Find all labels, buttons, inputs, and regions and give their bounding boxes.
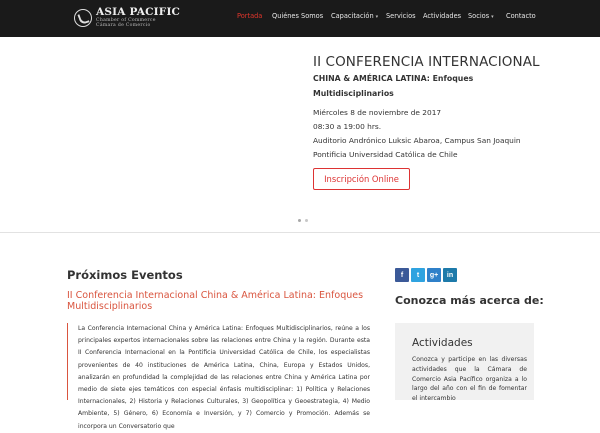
nav-item-contacto[interactable] [506,12,536,20]
upcoming-events-heading: Próximos Eventos [67,268,183,282]
hero-title: II CONFERENCIA INTERNACIONAL [313,54,540,70]
nav-label: Quiénes Somos [272,12,324,20]
nav-item-socios[interactable] [468,12,494,20]
facebook-icon[interactable]: f [395,268,409,282]
hero-slider [0,37,600,233]
slider-pagination [298,219,308,222]
chevron-down-icon: ▾ [375,14,379,20]
widget-body: Conozca y participe en las diversas actividades que la Cámara de Comercio Asia Pacífico organiza a lo largo del año con el fin de fomentar el intercambio [412,356,527,403]
activities-widget [395,323,534,403]
nav-item-portada[interactable] [237,12,262,20]
hero-time: 08:30 a 19:00 hrs. [313,122,382,131]
nav-label: Portada [237,12,263,20]
nav-label: Socios [468,12,490,20]
nav-item-actividades[interactable] [423,12,461,20]
nav-label: Actividades [423,12,462,20]
site-header [0,0,600,37]
chevron-down-icon: ▾ [491,14,494,20]
nav-label: Servicios [386,12,416,20]
social-links [395,268,457,282]
google-plus-icon[interactable]: g+ [427,268,441,282]
hero-event-details [313,106,553,162]
learn-more-heading: Conozca más acerca de: [395,294,544,307]
hero-venue: Auditorio Andrónico Luksic Abaroa, Campus San Joaquin [313,136,521,145]
widget-title: Actividades [412,337,473,349]
event-title-link[interactable]: II Conferencia Internacional China & América Latina: Enfoques Multidisciplinarios [67,290,364,312]
linkedin-icon[interactable]: in [443,268,457,282]
register-online-button[interactable]: Inscripción Online [313,168,410,190]
logo-title: ASIA PACIFIC [96,6,181,19]
nav-item-servicios[interactable] [386,12,416,20]
event-description: La Conferencia Internacional China y América Latina: Enfoques Multidisciplinarios, reúne a los principales expertos internacionales sobre las relaciones entre China y la región. Durante esta II Conferencia Internacional en la Pontificia Universidad Católica de Chile, los especialistas provenientes de 40 instituciones de América Latina, China, Europa y Estados Unidos, analizarán en profundidad la complejidad de las relaciones entre China y América Latina por medio de siete ejes temáticos con especial énfasis multidisciplinar: 1) Política y Relaciones Internacionales, 2) Historia y Relaciones Culturales, 3) Geopolítica y Geoestrategia, 4) Medio Ambiente, 5) Género, 6) Economía e Inversión, y 7) Comercio y Promoción. Además se incorpora un Conversatorio que [67,323,370,400]
main-nav [0,0,600,37]
nav-label: Contacto [506,12,536,20]
hero-date: Miércoles 8 de noviembre de 2017 [313,108,442,117]
hero-institution: Pontificia Universidad Católica de Chile [313,150,458,159]
nav-label: Capacitación [331,12,374,20]
hero-subtitle: CHINA & AMÉRICA LATINA: Enfoques Multidisciplinarios [313,74,474,98]
slider-dot[interactable] [298,219,301,222]
twitter-icon[interactable]: t [411,268,425,282]
nav-item-capacitacion[interactable] [331,12,378,20]
nav-item-quienes-somos[interactable] [272,12,323,20]
logo-subtitle-line1: Chamber of Commerce [96,17,156,23]
logo-subtitle-line2: Cámara de Comercio [96,23,151,29]
slider-dot[interactable] [305,219,308,222]
